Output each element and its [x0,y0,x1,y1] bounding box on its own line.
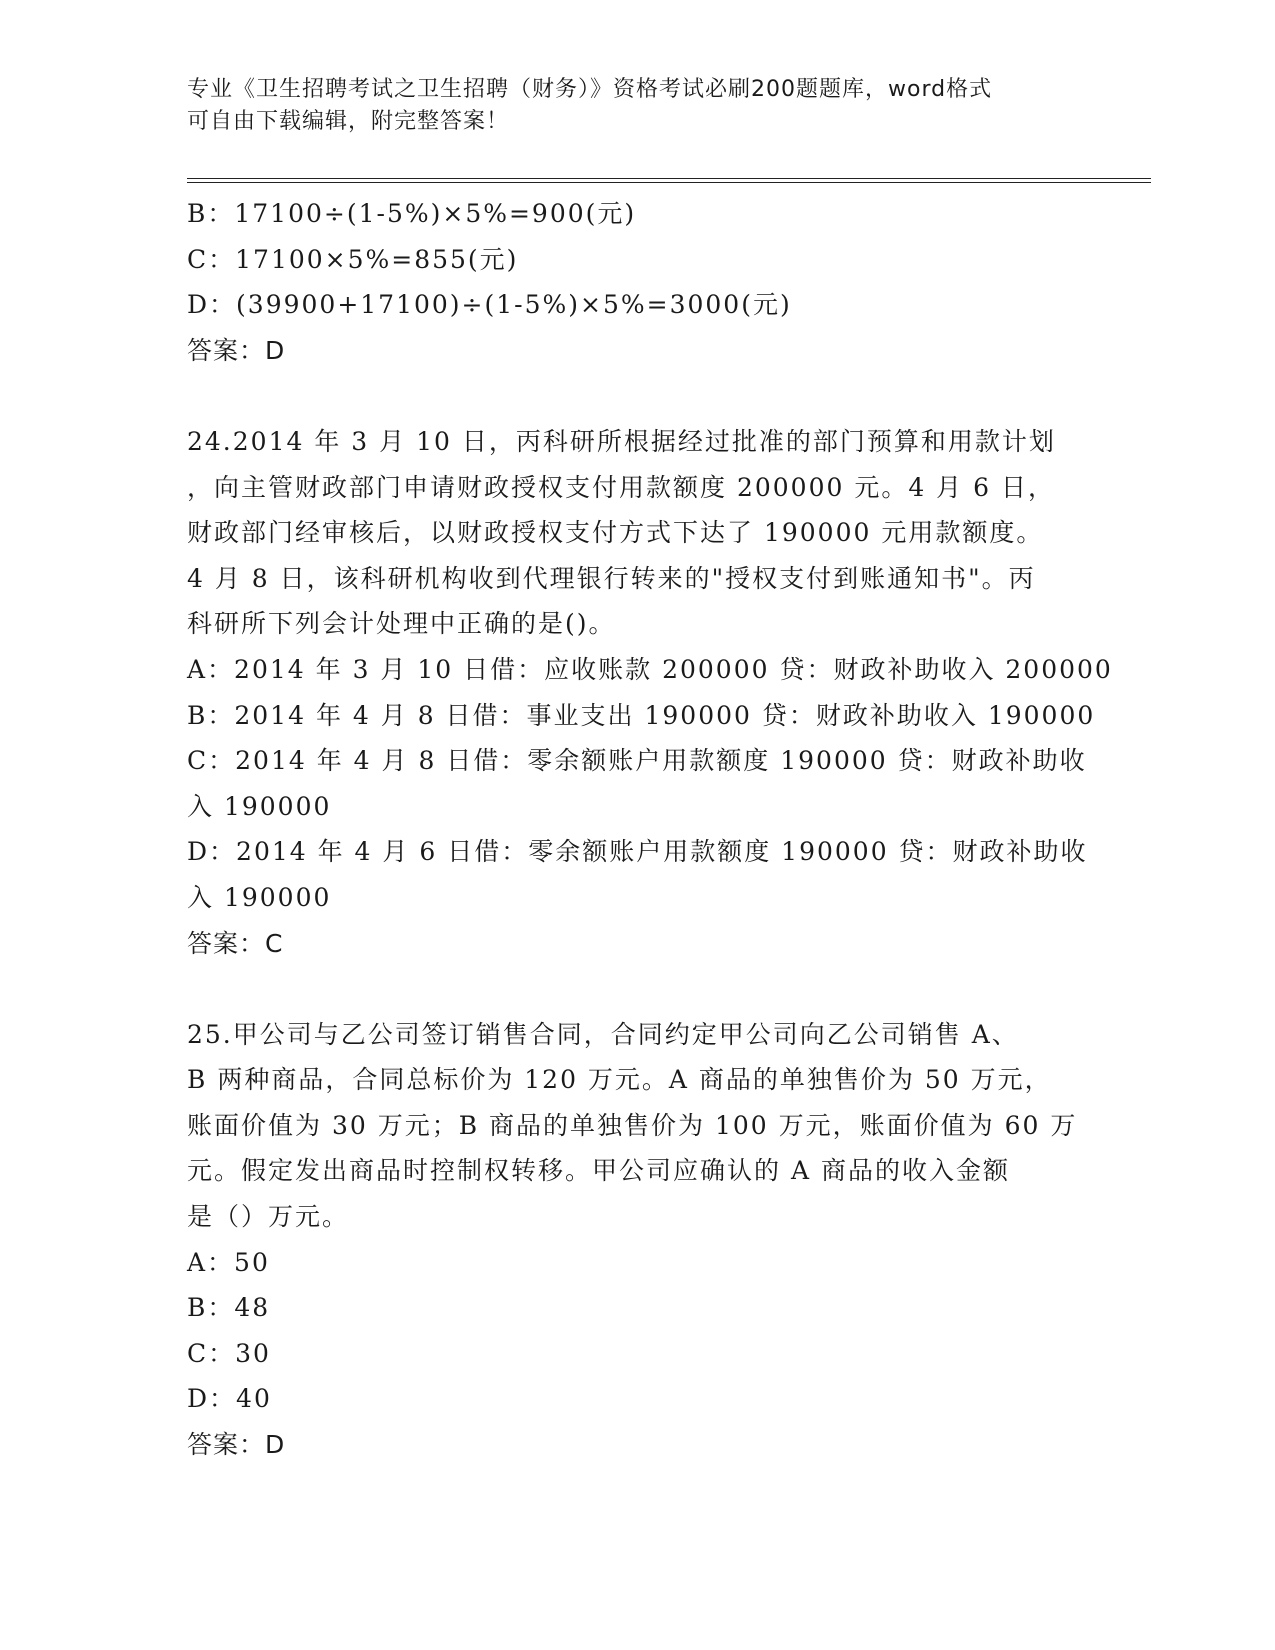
q25-option-d: D：40 [187,1384,272,1414]
q24-option-c-cont: 入 190000 [187,791,332,821]
q25-option-b: B：48 [187,1293,271,1323]
header-divider-top [187,178,1151,179]
q24-stem-line: 4 月 8 日，该科研机构收到代理银行转来的"授权支付到账通知书"。丙 [187,563,1036,593]
header-divider-bottom [187,182,1151,183]
question-24 [187,419,1113,966]
q23-answer: 答案：D [187,335,286,365]
q25-option-c: C：30 [187,1338,271,1368]
spacer [187,966,1087,1012]
header-line-1: 专业《卫生招聘考试之卫生招聘（财务）》资格考试必刷200题题库，word格式 [187,77,993,102]
q25-answer: 答案：D [187,1430,286,1460]
question-23-tail [187,191,1087,373]
q24-option-d: D：2014 年 4 月 6 日借：零余额账户用款额度 190000 贷：财政补助收 [187,837,1088,867]
q24-answer: 答案：C [187,928,284,958]
q25-stem-line: 元。假定发出商品时控制权转移。甲公司应确认的 A 商品的收入金额 [187,1156,1010,1186]
q25-option-a: A：50 [187,1247,270,1277]
q24-stem-line: 财政部门经审核后，以财政授权支付方式下达了 190000 元用款额度。 [187,518,1044,548]
q25-stem-line: 账面价值为 30 万元；B 商品的单独售价为 100 万元，账面价值为 60 万 [187,1110,1078,1140]
document-header [187,74,1087,138]
q24-stem-line: ，向主管财政部门申请财政授权支付用款额度 200000 元。4 月 6 日， [187,472,1055,502]
q23-option-c: C：17100×5%=855(元) [187,244,519,274]
document-body [187,191,1113,1468]
q24-option-b: B：2014 年 4 月 8 日借：事业支出 190000 贷：财政补助收入 190000 [187,700,1096,730]
q25-stem-line: 25.甲公司与乙公司签订销售合同，合同约定甲公司向乙公司销售 A、 [187,1019,1019,1049]
q25-stem-line: B 两种商品，合同总标价为 120 万元。A 商品的单独售价为 50 万元， [187,1065,1052,1095]
q24-stem-line: 科研所下列会计处理中正确的是()。 [187,609,616,639]
q24-option-a: A：2014 年 3 月 10 日借：应收账款 200000 贷：财政补助收入 200000 [187,654,1113,684]
q24-stem-line: 24.2014 年 3 月 10 日，丙科研所根据经过批准的部门预算和用款计划 [187,426,1056,456]
header-line-2: 可自由下载编辑，附完整答案！ [187,109,510,134]
q23-option-d: D：(39900+17100)÷(1-5%)×5%=3000(元) [187,290,792,320]
spacer [187,373,1087,419]
q23-option-b: B：17100÷(1-5%)×5%=900(元) [187,199,637,228]
question-25 [187,1012,1087,1468]
q24-option-c: C：2014 年 4 月 8 日借：零余额账户用款额度 190000 贷：财政补助收 [187,746,1087,776]
q25-stem-line: 是（）万元。 [187,1202,350,1232]
q24-option-d-cont: 入 190000 [187,882,332,912]
